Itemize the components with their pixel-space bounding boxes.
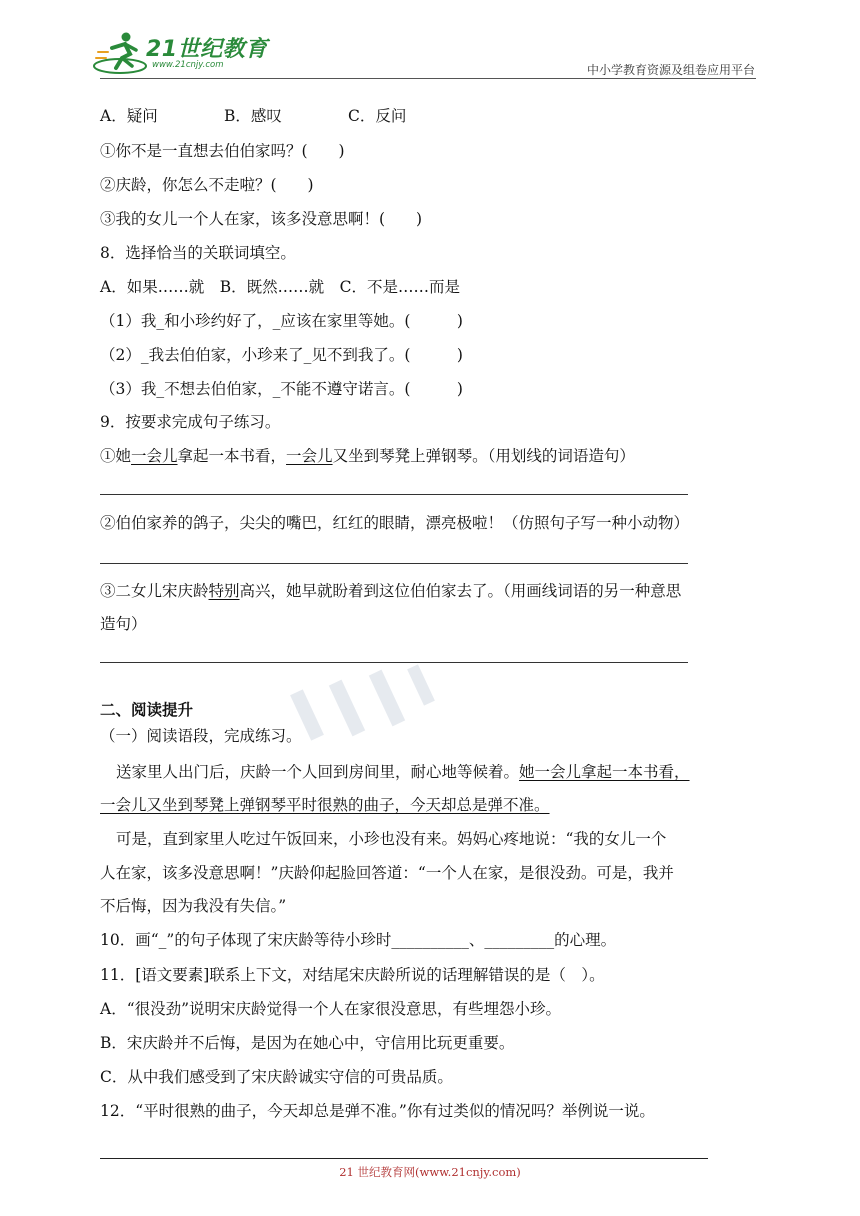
q7-item-2: ②庆龄，你怎么不走啦？( ): [100, 176, 314, 194]
q8-options: A．如果……就 B．既然……就 C．不是……而是: [100, 278, 460, 296]
q9-item-3-line2: 造句）: [100, 615, 147, 633]
q10: 10．画“_”的句子体现了宋庆龄等待小珍时__________、_________的心理。: [100, 931, 617, 949]
reading-para-2-line-3: 不后悔，因为我没有失信。”: [100, 897, 287, 915]
q7-item-3: ③我的女儿一个人在家，该多没意思啊！( ): [100, 210, 423, 228]
site-logo: [92, 28, 268, 78]
q9-item-1-mid: 拿起一本书看，: [177, 447, 287, 465]
q7-option-b: B．感叹: [224, 107, 282, 125]
q11-option-b: B．宋庆龄并不后悔，是因为在她心中，守信用比玩更重要。: [100, 1034, 515, 1052]
q9-item-3: [100, 579, 681, 601]
q9-item-1: [100, 444, 635, 466]
logo-url: www.21cnjy.com: [152, 60, 224, 70]
q9-item-1-post: 又坐到琴凳上弹钢琴。（用划线的词语造句）: [332, 447, 635, 465]
runner-logo-icon: [92, 28, 148, 78]
q9-item-3-pre: ③二女儿宋庆龄: [100, 582, 209, 600]
q8-item-1: （1）我_和小珍约好了，_应该在家里等她。( ): [100, 312, 463, 330]
reading-para-1-underlined-a: 她一会儿拿起一本书看，: [519, 763, 690, 781]
q11-title: 11．[语文要素]联系上下文，对结尾宋庆龄所说的话理解错误的是（ ）。: [100, 966, 605, 984]
reading-para-1-text: 送家里人出门后，庆龄一个人回到房间里，耐心地等候着。: [116, 763, 520, 781]
q7-item-1: ①你不是一直想去伯伯家吗？( ): [100, 142, 345, 160]
q12: 12．“平时很熟的曲子，今天却总是弹不准。”你有过类似的情况吗？举例说一说。: [100, 1102, 655, 1120]
reading-para-2-line-2: 人在家，该多没意思啊！”庆龄仰起脸回答道：“一个人在家，是很没劲。可是，我并: [100, 864, 674, 882]
q11-option-c: C．从中我们感受到了宋庆龄诚实守信的可贵品质。: [100, 1068, 453, 1086]
reading-para-2-line-1: 可是，直到家里人吃过午饭回来，小珍也没有来。妈妈心疼地说：“我的女儿一个: [116, 830, 667, 848]
q9-answer-line-2[interactable]: [100, 563, 688, 564]
q9-item-1-underlined-2: 一会儿: [286, 447, 333, 465]
q9-item-3-underlined: 特别: [208, 582, 240, 600]
q9-item-2: ②伯伯家养的鸽子，尖尖的嘴巴，红红的眼睛，漂亮极啦！（仿照句子写一种小动物）: [100, 514, 690, 532]
q8-item-3: （3）我_不想去伯伯家，_不能不遵守诺言。( ): [100, 380, 463, 398]
q9-item-1-pre: ①她: [100, 447, 132, 465]
watermark-icon: [280, 660, 460, 750]
header-platform-text: 中小学教育资源及组卷应用平台: [586, 63, 755, 77]
q7-option-a: A．疑问: [100, 107, 158, 125]
section-2-title: 二、阅读提升: [100, 701, 194, 719]
footer-divider: [100, 1158, 708, 1159]
logo-text: 21世纪教育: [146, 37, 268, 62]
header-divider: [100, 78, 756, 79]
q7-option-c: C．反问: [348, 107, 407, 125]
q8-item-2: （2）_我去伯伯家，小珍来了_见不到我了。( ): [100, 346, 463, 364]
reading-para-1-underlined-b: 一会儿又坐到琴凳上弹钢琴平时很熟的曲子，今天却总是弹不准。: [100, 796, 550, 814]
q9-answer-line-1[interactable]: [100, 494, 688, 495]
q9-item-3-post: 高兴，她早就盼着到这位伯伯家去了。（用画线词语的另一种意思: [239, 582, 682, 600]
q8-title: 8．选择恰当的关联词填空。: [100, 244, 296, 262]
footer-text: 21 世纪教育网(www.21cnjy.com): [339, 1165, 521, 1179]
reading-para-1-line-1: [116, 760, 690, 782]
section-2-subtitle: （一）阅读语段，完成练习。: [100, 727, 302, 745]
q9-item-1-underlined-1: 一会儿: [131, 447, 178, 465]
q11-option-a: A．“很没劲”说明宋庆龄觉得一个人在家很没意思，有些埋怨小珍。: [100, 1000, 562, 1018]
q9-title: 9．按要求完成句子练习。: [100, 413, 281, 431]
